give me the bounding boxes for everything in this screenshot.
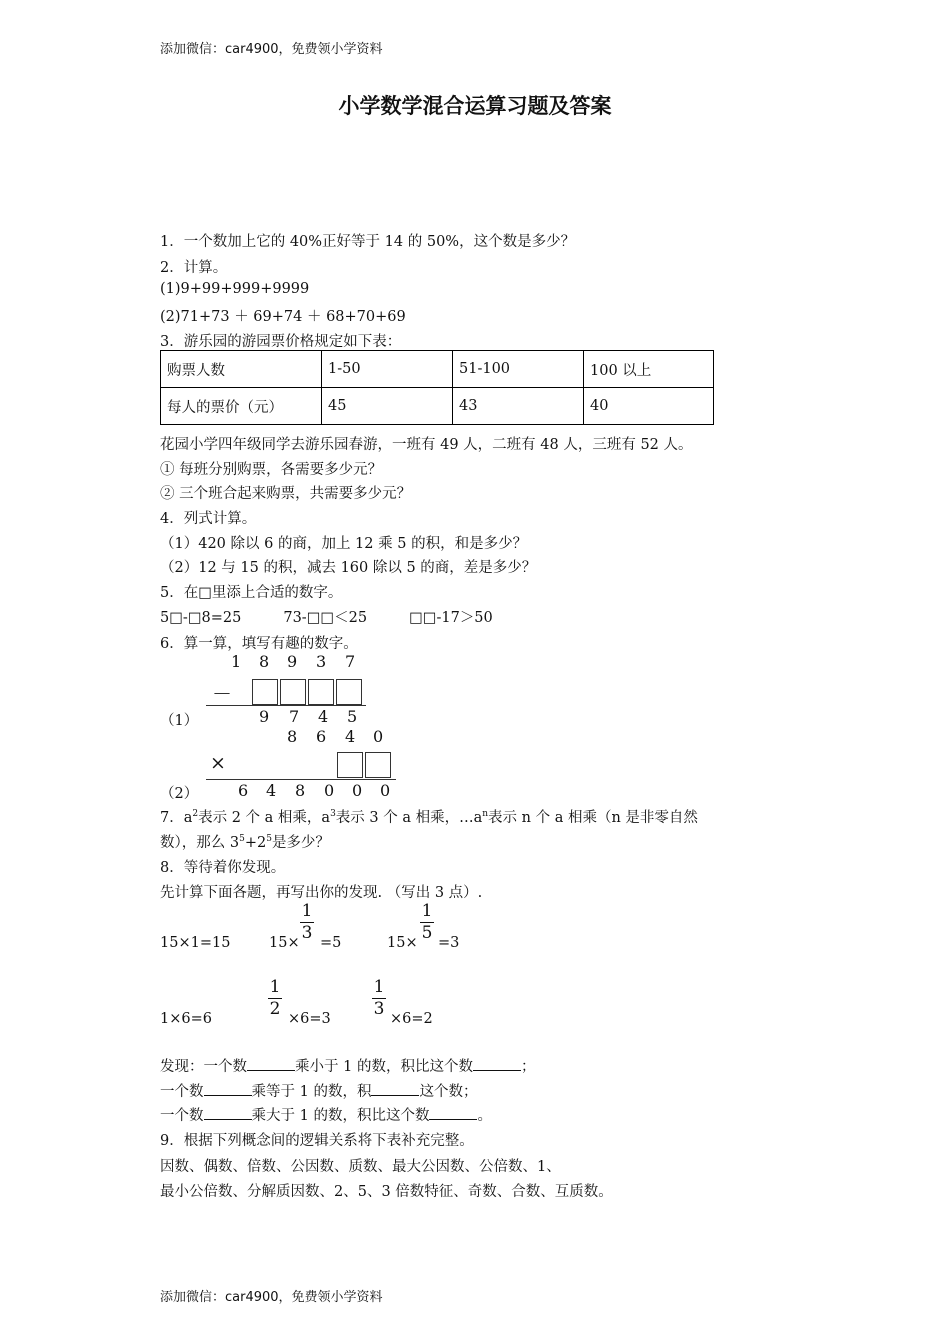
page-header: 添加微信：car4900，免费领小学资料	[160, 42, 383, 57]
question-6: 6．算一算，填写有趣的数字。	[160, 636, 358, 652]
digit: 5	[347, 707, 358, 726]
table-cell: 1-50	[322, 351, 453, 388]
question-2-part-2: (2)71+73 ＋ 69+74 ＋ 68+70+69	[160, 309, 406, 325]
finding-3: 一个数 乘大于 1 的数，积比这个数 。	[160, 1104, 492, 1125]
equation-prefix: 15×	[387, 935, 418, 951]
digit: 8	[259, 652, 270, 671]
digit: 1	[231, 652, 242, 671]
digit: 6	[316, 727, 327, 746]
question-5-item: □□-17＞50	[409, 610, 493, 626]
question-2: 2．计算。	[160, 260, 228, 276]
fraction: 1 5	[421, 901, 433, 943]
question-2-part-1: (1)9+99+999+9999	[160, 281, 310, 297]
digit: 6	[238, 781, 249, 800]
finding-2: 一个数 乘等于 1 的数，积 这个数；	[160, 1080, 477, 1101]
equation: 15×1=15	[160, 935, 231, 951]
question-3: 3．游乐园的游园票价格规定如下表：	[160, 334, 402, 350]
digit: 7	[289, 707, 300, 726]
table-cell: 51-100	[453, 351, 584, 388]
part-label: （2）	[160, 786, 199, 802]
digit: 0	[324, 781, 335, 800]
answer-box	[252, 679, 278, 705]
calculation-line	[206, 705, 366, 706]
digit: 0	[373, 727, 384, 746]
digit: 0	[380, 781, 391, 800]
question-5: 5．在□里添上合适的数字。	[160, 585, 343, 601]
fraction: 1 2	[269, 977, 281, 1019]
table-cell: 40	[584, 388, 714, 425]
answer-box	[365, 752, 391, 778]
page-title: 小学数学混合运算习题及答案	[338, 94, 612, 118]
equation-suffix: =3	[438, 935, 460, 951]
answer-box	[308, 679, 334, 705]
question-7-line-1: 7．$a^2$表示 2 个 a 相乘，$a^3$表示 3 个 a 相乘，$\dots a^n$表示 n 个 a 相乘（n 是非零自然	[160, 809, 698, 826]
question-9: 9．根据下列概念间的逻辑关系将下表补充完整。	[160, 1133, 474, 1149]
table-cell: 100 以上	[584, 351, 714, 388]
minus-sign: －	[212, 682, 232, 706]
digit: 8	[295, 781, 306, 800]
digit: 4	[266, 781, 277, 800]
question-5-item: 73-□□＜25	[283, 610, 368, 626]
fraction: 1 3	[373, 977, 385, 1019]
question-5-item: 5□-□8=25	[160, 610, 242, 626]
digit: 4	[318, 707, 329, 726]
part-label: （1）	[160, 713, 199, 729]
page-footer: 添加微信：car4900，免费领小学资料	[160, 1290, 383, 1305]
digit: 8	[287, 727, 298, 746]
question-7-line-2: 数），那么 $3^5+2^5$是多少？	[160, 834, 330, 851]
question-5-items	[160, 606, 493, 627]
question-4-part-2: （2）12 与 15 的积，减去 160 除以 5 的商，差是多少？	[160, 560, 537, 576]
calculation-line	[206, 779, 396, 780]
question-8-description: 先计算下面各题，再写出你的发现. （写出 3 点）.	[160, 885, 483, 901]
table-row	[161, 351, 714, 388]
answer-box	[280, 679, 306, 705]
multiply-sign: ×	[210, 752, 226, 774]
answer-box	[336, 679, 362, 705]
question-3-part-2: ② 三个班合起来购票，共需要多少元？	[160, 486, 412, 502]
question-3-part-1: ① 每班分别购票，各需要多少元？	[160, 462, 383, 478]
finding-1: 发现：一个数 乘小于 1 的数，积比这个数 ；	[160, 1055, 535, 1076]
table-cell: 购票人数	[161, 351, 322, 388]
table-cell: 43	[453, 388, 584, 425]
question-4: 4．列式计算。	[160, 511, 257, 527]
table-cell: 每人的票价（元）	[161, 388, 322, 425]
question-9-line-1: 因数、偶数、倍数、公因数、质数、最大公因数、公倍数、1、	[160, 1159, 561, 1175]
table-cell: 45	[322, 388, 453, 425]
question-3-description: 花园小学四年级同学去游乐园春游，一班有 49 人，二班有 48 人，三班有 52 人。	[160, 437, 693, 453]
question-9-line-2: 最小公倍数、分解质因数、2、5、3 倍数特征、奇数、合数、互质数。	[160, 1184, 613, 1200]
digit: 0	[352, 781, 363, 800]
fraction: 1 3	[301, 901, 313, 943]
answer-box	[337, 752, 363, 778]
digit: 9	[287, 652, 298, 671]
question-8: 8．等待着你发现。	[160, 860, 286, 876]
equation-suffix: ×6=2	[390, 1011, 433, 1027]
equation-suffix: =5	[320, 935, 342, 951]
table-row	[161, 388, 714, 425]
equation-suffix: ×6=3	[288, 1011, 331, 1027]
equation: 1×6=6	[160, 1011, 212, 1027]
equation-prefix: 15×	[269, 935, 300, 951]
digit: 4	[345, 727, 356, 746]
digit: 9	[259, 707, 270, 726]
question-1: 1．一个数加上它的 40%正好等于 14 的 50%，这个数是多少？	[160, 234, 576, 250]
digit: 7	[345, 652, 356, 671]
question-4-part-1: （1）420 除以 6 的商，加上 12 乘 5 的积，和是多少？	[160, 536, 528, 552]
digit: 3	[316, 652, 327, 671]
ticket-price-table	[160, 350, 714, 425]
